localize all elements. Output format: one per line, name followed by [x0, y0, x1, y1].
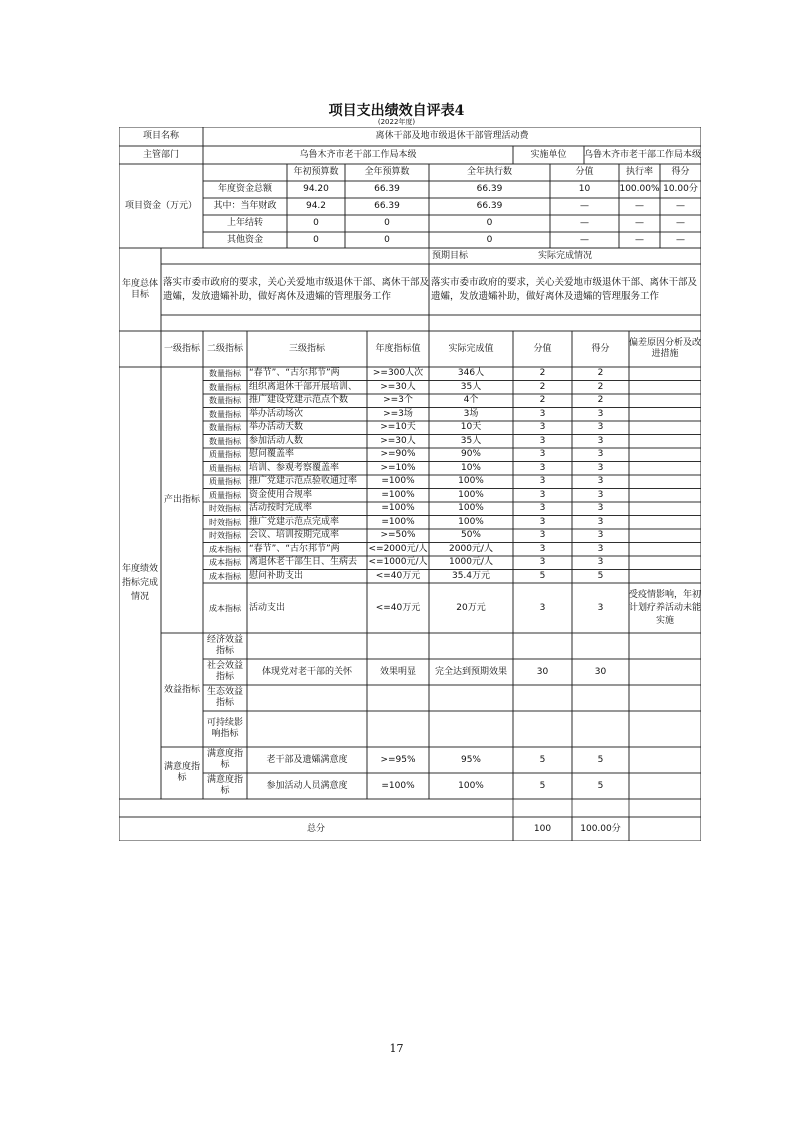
- table-row-cell: 3: [597, 462, 604, 473]
- table-row-cell: >=95%: [380, 754, 416, 765]
- indicator-header: 二级指标: [206, 343, 243, 354]
- table-row-cell: =100%: [381, 503, 415, 514]
- funds-value: 10.00分: [663, 184, 698, 194]
- table-row-cell: 5: [597, 754, 604, 765]
- funds-value: —: [580, 201, 589, 211]
- total-score: 100.00分: [580, 823, 621, 834]
- table-row-cell: 离退休老干部生日、生病去: [249, 557, 358, 568]
- funds-header-blank: [203, 164, 287, 181]
- table-row-cell: 3场: [463, 408, 479, 419]
- total-value: 100: [533, 823, 552, 834]
- table-row-cell: “春节”、“古尔邦节”两: [249, 543, 340, 554]
- table-row-cell: 数量指标: [209, 396, 241, 406]
- funds-value: —: [635, 234, 644, 245]
- table-row-cell: >=300人次: [372, 368, 424, 379]
- table-row-cell: 组织离退休干部开展培训、: [249, 381, 358, 392]
- table-row-cell: 90%: [460, 449, 481, 460]
- table-row-cell: 30: [536, 666, 549, 677]
- indicator-header: 一级指标: [163, 343, 200, 354]
- table-row-cell: [429, 633, 513, 659]
- table-row-cell: 3: [539, 543, 546, 554]
- goal-blank: [429, 315, 701, 331]
- dept-value: 乌鲁木齐市老干部工作局本级: [299, 149, 417, 160]
- table-row-cell: [629, 529, 701, 543]
- funds-value: 10: [578, 184, 591, 194]
- goal-blank: [161, 315, 429, 331]
- indicator-header: 三级指标: [288, 343, 325, 354]
- table-row-cell: 体现党对老干部的关怀: [261, 666, 352, 677]
- satisfaction-indicator-label: 满意度指标: [163, 762, 200, 783]
- table-row-cell: <=40万元: [375, 570, 421, 581]
- table-row-cell: 质量指标: [209, 490, 241, 500]
- table-row-cell: [629, 408, 701, 422]
- table-row-cell: [629, 489, 701, 503]
- table-row-cell: 3: [539, 422, 546, 433]
- table-row-cell: [629, 435, 701, 449]
- table-row-cell: 可持续影响指标: [206, 718, 243, 739]
- table-row-cell: <=40万元: [375, 602, 421, 613]
- table-row-cell: 3: [597, 602, 604, 613]
- table-row-cell: >=30人: [380, 435, 416, 446]
- funds-header: 得分: [671, 167, 690, 177]
- table-row-cell: 举办活动场次: [249, 408, 304, 419]
- table-row-cell: 满意度指标: [206, 775, 243, 796]
- funds-value: 66.39: [374, 184, 400, 194]
- table-row-cell: [629, 747, 701, 773]
- table-row-cell: 慰问覆盖率: [249, 449, 295, 460]
- funds-value: —: [676, 201, 685, 211]
- table-row-cell: 慰问补助支出: [249, 570, 304, 581]
- table-row-cell: >=30人: [380, 381, 416, 392]
- goals-label: 年度总体目标: [121, 278, 158, 300]
- table-row-cell: [629, 475, 701, 489]
- impl-unit-label: 实施单位: [530, 149, 567, 160]
- table-row-cell: >=3个: [383, 395, 413, 406]
- table-row-cell: 生态效益指标: [206, 687, 243, 708]
- project-name-value: 离休干部及地市级退休干部管理活动费: [375, 131, 529, 141]
- table-row-cell: 培训、参观考察覆盖率: [249, 462, 340, 473]
- page-title: 项目支出绩效自评表4: [328, 103, 465, 119]
- table-row-cell: [629, 502, 701, 516]
- table-row-cell: =100%: [381, 780, 415, 791]
- funds-value: 0: [384, 218, 390, 228]
- funds-value: 66.39: [476, 201, 503, 211]
- table-row-cell: [629, 367, 701, 381]
- actual-header: 实际完成情况: [537, 250, 592, 261]
- table-row-cell: 2: [597, 395, 604, 406]
- indicator-header: 分值: [533, 343, 552, 354]
- indicator-header: 年度指标值: [375, 343, 421, 354]
- funds-label: 项目资金（万元）: [124, 200, 197, 211]
- funds-row-label: 其他资金: [226, 234, 263, 245]
- indicator-header: 偏差原因分析及改进措施: [629, 338, 701, 359]
- table-row-cell: 质量指标: [209, 463, 241, 473]
- table-row-cell: 活动按时完成率: [249, 503, 313, 514]
- table-row-cell: 1000元/人: [449, 557, 493, 568]
- funds-value: 66.39: [374, 201, 400, 211]
- table-row-cell: 3: [597, 557, 604, 568]
- table-row-cell: 5: [597, 780, 604, 791]
- table-row-cell: =100%: [381, 476, 415, 487]
- funds-value: —: [635, 201, 644, 211]
- table-row-cell: =100%: [381, 489, 415, 500]
- table-row-cell: 2: [539, 368, 546, 379]
- table-row-cell: 5: [539, 754, 546, 765]
- table-row-cell: <=1000元/人: [368, 557, 428, 568]
- dept-label: 主管部门: [142, 149, 179, 160]
- table-row-cell: 3: [539, 516, 546, 527]
- table-row-cell: [629, 773, 701, 799]
- table-row-cell: 活动支出: [249, 602, 286, 613]
- table-row-cell: 5: [539, 570, 546, 581]
- table-row-cell: 参加活动人员满意度: [266, 780, 348, 791]
- table-row-cell: 3: [597, 408, 604, 419]
- table-row-cell: [367, 685, 429, 711]
- table-row-cell: 受疫情影响，年初计划疗养活动未能实施: [629, 589, 701, 626]
- funds-row-label: 年度资金总额: [217, 184, 272, 194]
- table-row-cell: 3: [597, 422, 604, 433]
- table-row-cell: [513, 685, 572, 711]
- table-row-cell: 推广党建示范点验收通过率: [249, 476, 358, 487]
- table-row-cell: 时效指标: [209, 504, 241, 514]
- funds-value: 94.20: [303, 184, 329, 194]
- table-row-cell: 30: [594, 666, 607, 677]
- table-row-cell: 3: [597, 543, 604, 554]
- funds-value: —: [580, 234, 589, 245]
- table-row-cell: 数量指标: [209, 423, 241, 433]
- expected-goal: 落实市委市政府的要求，关心关爱地市级退休干部、离休干部及遗孀，发放遗孀补助，做好离休及遗孀的管理服务工作: [163, 276, 430, 302]
- table-row-cell: 推广党建示范点完成率: [249, 516, 340, 527]
- table-row-cell: 35人: [460, 381, 482, 392]
- table-row-cell: 100%: [458, 780, 484, 791]
- table-row-cell: 10%: [460, 462, 481, 473]
- table-row-cell: 经济效益指标: [206, 635, 243, 656]
- table-row-cell: [572, 685, 629, 711]
- table-row-cell: 社会效益指标: [206, 661, 243, 682]
- funds-value: —: [635, 218, 644, 228]
- table-row-cell: 100%: [458, 476, 484, 487]
- table-row-cell: 质量指标: [209, 450, 241, 460]
- table-row-cell: 2: [539, 381, 546, 392]
- impl-unit-value: 乌鲁木齐市老干部工作局本级: [584, 149, 701, 160]
- table-row-cell: >=10%: [380, 462, 416, 473]
- table-row-cell: 3: [597, 503, 604, 514]
- table-row-cell: >=90%: [380, 449, 416, 460]
- table-row-cell: 100%: [458, 516, 484, 527]
- funds-header: 执行率: [625, 167, 653, 177]
- table-row-cell: [629, 394, 701, 408]
- evaluation-table: [119, 127, 701, 841]
- table-row-cell: 数量指标: [209, 436, 241, 446]
- table-row-cell: 3: [539, 530, 546, 541]
- expected-header: 预期目标: [431, 250, 468, 261]
- funds-header: 全年执行数: [466, 167, 512, 177]
- table-row-cell: [629, 462, 701, 476]
- table-row-cell: =100%: [381, 516, 415, 527]
- total-label: 总分: [306, 823, 325, 834]
- table-row-cell: “春节”、“古尔邦节”两: [249, 368, 340, 379]
- table-row-cell: [367, 633, 429, 659]
- table-row-cell: 数量指标: [209, 382, 241, 392]
- funds-value: 66.39: [476, 184, 503, 194]
- table-row-cell: 3: [539, 408, 546, 419]
- table-row-cell: [629, 448, 701, 462]
- table-row-cell: [629, 381, 701, 395]
- table-row-cell: 35人: [460, 435, 482, 446]
- funds-value: 0: [486, 218, 493, 228]
- funds-value: 94.2: [305, 201, 327, 211]
- funds-value: 0: [486, 234, 493, 245]
- funds-value: —: [676, 234, 685, 245]
- funds-value: —: [676, 218, 685, 228]
- funds-value: 0: [313, 218, 319, 228]
- table-row-cell: [572, 711, 629, 747]
- table-row-cell: [572, 633, 629, 659]
- funds-header: 全年预算数: [364, 167, 410, 177]
- output-indicator-label: 产出指标: [163, 494, 200, 505]
- actual-goal: 落实市委市政府的要求，关心关爱地市级退休干部、离休干部及遗孀，发放遗孀补助，做好离休及遗孀的管理服务工作: [431, 276, 698, 302]
- table-row-cell: [629, 685, 701, 711]
- ind-header-blank: [119, 331, 161, 367]
- table-row-cell: 3: [597, 489, 604, 500]
- table-row-cell: 数量指标: [209, 369, 241, 379]
- table-row-cell: 3: [597, 449, 604, 460]
- table-row-cell: 会议、培训按期完成率: [249, 530, 340, 541]
- table-row-cell: 95%: [460, 754, 481, 765]
- table-row-cell: 2: [539, 395, 546, 406]
- table-row-cell: 3: [597, 530, 604, 541]
- table-row-cell: >=3场: [383, 408, 413, 419]
- page-number: 17: [389, 1042, 404, 1055]
- table-row-cell: 时效指标: [209, 517, 241, 527]
- table-row-cell: 2: [597, 368, 604, 379]
- table-row-cell: 成本指标: [209, 558, 241, 568]
- table-row-cell: [629, 543, 701, 557]
- table-row-cell: 满意度指标: [206, 749, 243, 770]
- table-row-cell: 3: [539, 602, 546, 613]
- table-row-cell: <=2000元/人: [368, 543, 428, 554]
- table-row-cell: [629, 421, 701, 435]
- benefit-indicator-label: 效益指标: [163, 684, 200, 695]
- funds-header: 年初预算数: [293, 167, 339, 177]
- table-row-cell: 3: [539, 462, 546, 473]
- total-blank: [629, 817, 701, 841]
- table-row-cell: [629, 556, 701, 570]
- table-row-cell: 老干部及遗孀满意度: [266, 754, 348, 765]
- table-row-cell: 50%: [460, 530, 481, 541]
- table-row-cell: 2: [597, 381, 604, 392]
- table-row-cell: >=10天: [380, 422, 416, 433]
- table-row-cell: 10天: [460, 422, 482, 433]
- table-row-cell: 3: [539, 557, 546, 568]
- table-row-cell: 推广建设党建示范点个数: [249, 395, 349, 406]
- table-row-cell: 3: [597, 435, 604, 446]
- table-row-cell: 5: [597, 570, 604, 581]
- table-row-cell: 完全达到预期效果: [434, 666, 507, 677]
- table-row-cell: [429, 711, 513, 747]
- table-row-cell: 举办活动天数: [249, 422, 304, 433]
- table-row-cell: 成本指标: [209, 603, 241, 613]
- table-row-cell: 3: [597, 516, 604, 527]
- project-name-label: 项目名称: [142, 131, 179, 141]
- table-row-cell: [247, 711, 367, 747]
- table-row-cell: [513, 711, 572, 747]
- funds-value: 0: [384, 234, 390, 245]
- table-row-cell: 3: [539, 476, 546, 487]
- table-row-cell: 3: [539, 503, 546, 514]
- table-row-cell: 2000元/人: [449, 543, 493, 554]
- table-row-cell: 35.4万元: [451, 570, 491, 581]
- table-row-cell: >=50%: [380, 530, 416, 541]
- table-row-cell: 数量指标: [209, 409, 241, 419]
- table-row-cell: 3: [597, 476, 604, 487]
- blank-row: [119, 799, 701, 817]
- table-row-cell: 20万元: [456, 602, 486, 613]
- table-row-cell: 4个: [463, 395, 479, 406]
- funds-row-label: 其中：当年财政: [213, 201, 277, 211]
- table-row-cell: 5: [539, 780, 546, 791]
- table-row-cell: 时效指标: [209, 531, 241, 541]
- funds-row-label: 上年结转: [226, 218, 263, 228]
- funds-header: 分值: [575, 167, 594, 177]
- table-row-cell: [629, 633, 701, 659]
- table-row-cell: 质量指标: [209, 477, 241, 487]
- table-row-cell: 3: [539, 449, 546, 460]
- table-row-cell: [247, 685, 367, 711]
- table-row-cell: 100%: [458, 489, 484, 500]
- table-row-cell: 3: [539, 435, 546, 446]
- table-row-cell: 效果明显: [379, 666, 416, 677]
- indicator-section-label: 年度绩效指标完成情况: [121, 564, 158, 602]
- table-row-cell: [629, 711, 701, 747]
- funds-value: 100.00%: [619, 184, 660, 194]
- table-row-cell: [629, 516, 701, 530]
- table-row-cell: [513, 633, 572, 659]
- table-row-cell: 资金使用合规率: [249, 489, 313, 500]
- table-row-cell: 成本指标: [209, 571, 241, 581]
- table-row-cell: 参加活动人数: [249, 435, 304, 446]
- table-row-cell: [629, 570, 701, 584]
- table-row-cell: [247, 633, 367, 659]
- table-row-cell: [629, 659, 701, 685]
- table-row-cell: 成本指标: [209, 544, 241, 554]
- indicator-header: 得分: [591, 343, 610, 354]
- funds-value: 0: [313, 234, 319, 245]
- table-row-cell: 346人: [457, 368, 485, 379]
- table-row-cell: 100%: [458, 503, 484, 514]
- table-row-cell: [429, 685, 513, 711]
- funds-value: —: [580, 218, 589, 228]
- table-row-cell: [367, 711, 429, 747]
- table-row-cell: 3: [539, 489, 546, 500]
- year-label: (2022年度): [377, 118, 416, 126]
- indicator-header: 实际完成值: [448, 343, 494, 354]
